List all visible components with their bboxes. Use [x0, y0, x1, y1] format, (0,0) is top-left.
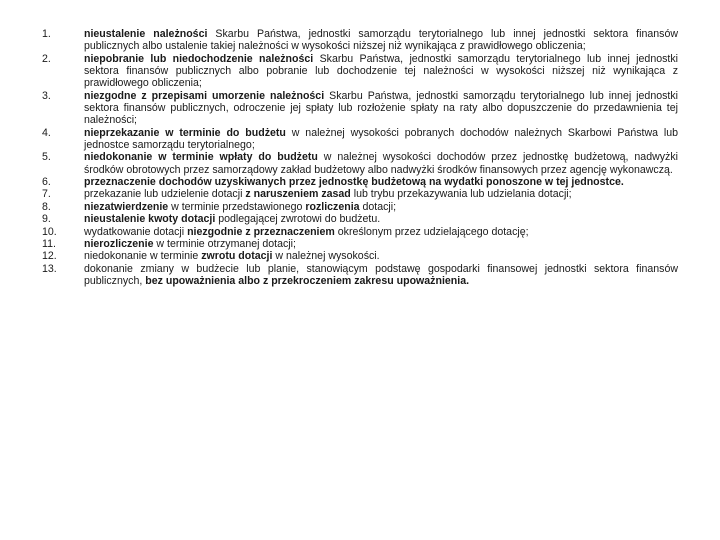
item-number: 4.	[42, 126, 51, 139]
item-number: 9.	[42, 213, 51, 226]
item-text	[84, 127, 678, 152]
bold-text-segment: bez upoważnienia albo z przekroczeniem zakresu upoważnienia.	[145, 274, 470, 287]
item-text	[84, 176, 678, 188]
item-number: 2.	[42, 52, 51, 65]
bold-text-segment: niezatwierdzenie	[84, 200, 169, 213]
bold-text-segment: nieprzekazanie w terminie do budżetu	[84, 126, 286, 139]
bold-text-segment: niezgodne z przepisami umorzenie należności	[84, 89, 325, 102]
text-segment: w terminie otrzymanej dotacji;	[153, 237, 296, 250]
item-text	[84, 90, 678, 127]
text-segment: Skarbu Państwa, jednostki samorządu terytorialnego lub innej jednostki sektora finansów publicznych albo pobranie lub dochodzenie tej należności w wysokości niższej niż wynikająca z prawidłowego obliczenia;	[84, 52, 678, 90]
text-segment: dokonanie zmiany w budżecie lub planie, stanowiącym podstawę gospodarki finansowej jednostki sektora finansów publicznych,	[84, 262, 678, 287]
list-item	[42, 226, 678, 238]
text-segment: w należnej wysokości pobranych dochodów należnych Skarbowi Państwa lub jednostce samorządu terytorialnego;	[84, 126, 679, 152]
list-item	[42, 28, 678, 53]
item-number: 10.	[42, 225, 57, 238]
text-segment: dotacji;	[359, 200, 397, 213]
text-segment: w należnej wysokości dochodów przez jednostkę budżetową, nadwyżki środków obrotowych przez samorządowy zakład budżetowy albo nadwyżki środków finansowych przez agencję wykonawczą.	[84, 151, 678, 176]
bold-text-segment: rozliczenia	[305, 200, 360, 213]
bold-text-segment: nieustalenie należności	[84, 28, 208, 40]
item-number: 5.	[42, 151, 51, 164]
text-segment: w należnej wysokości.	[272, 250, 380, 263]
item-text	[84, 201, 678, 213]
text-segment: określonym przez udzielającego dotację;	[334, 225, 529, 238]
item-number: 7.	[42, 188, 51, 201]
item-text	[84, 238, 678, 250]
text-segment: wydatkowanie dotacji	[84, 225, 188, 238]
item-text	[84, 213, 678, 225]
text-segment: podlegającej zwrotowi do budżetu.	[215, 213, 381, 226]
bold-text-segment: nieustalenie kwoty dotacji	[84, 213, 216, 226]
bold-text-segment: niedokonanie w terminie wpłaty do budżetu	[84, 151, 318, 164]
bold-text-segment: nierozliczenie	[84, 237, 154, 250]
list-item	[42, 127, 678, 152]
text-segment: Skarbu Państwa, jednostki samorządu terytorialnego lub innej jednostki sektora finansów publicznych albo ustalenie takiej należności w wysokości niższej niż wynikająca z prawidłowego obliczenia;	[84, 28, 678, 53]
bold-text-segment: zwrotu dotacji	[201, 250, 273, 263]
item-text	[84, 53, 678, 90]
list-item	[42, 188, 678, 200]
list-item	[42, 250, 678, 262]
item-number: 13.	[42, 262, 57, 275]
bold-text-segment: niezgodnie z przeznaczeniem	[187, 225, 335, 238]
text-segment: przekazanie lub udzielenie dotacji	[84, 188, 246, 201]
list-item	[42, 53, 678, 90]
item-number: 6.	[42, 176, 51, 189]
text-segment: Skarbu Państwa, jednostki samorządu terytorialnego lub innej jednostki sektora finansów publicznych, odroczenie jej spłaty lub rozłożenie spłaty na raty albo dopuszczenie do przedawnienia tej należności;	[84, 89, 678, 127]
text-segment: lub trybu przekazywania lub udzielania dotacji;	[350, 188, 572, 201]
bold-text-segment: z naruszeniem zasad	[245, 188, 351, 201]
list-item	[42, 238, 678, 250]
item-text	[84, 263, 678, 288]
item-text	[84, 151, 678, 176]
list-item	[42, 151, 678, 176]
item-number: 3.	[42, 89, 51, 102]
bold-text-segment: niepobranie lub niedochodzenie należności	[84, 52, 314, 65]
item-number: 8.	[42, 200, 51, 213]
list-item	[42, 201, 678, 213]
list-item	[42, 176, 678, 188]
text-segment: niedokonanie w terminie	[84, 250, 202, 263]
list-item	[42, 213, 678, 225]
item-number: 11.	[42, 237, 56, 250]
bold-text-segment: przeznaczenie dochodów uzyskiwanych przez jednostkę budżetową na wydatki ponoszone w tej jednostce.	[84, 176, 624, 189]
item-text	[84, 226, 678, 238]
item-number: 12.	[42, 250, 57, 263]
text-segment: w terminie przedstawionego	[168, 200, 306, 213]
item-text	[84, 250, 678, 262]
list-item	[42, 263, 678, 288]
item-text	[84, 28, 678, 53]
item-text	[84, 188, 678, 200]
list-item	[42, 90, 678, 127]
item-number: 1.	[42, 28, 51, 40]
numbered-list	[42, 28, 678, 287]
